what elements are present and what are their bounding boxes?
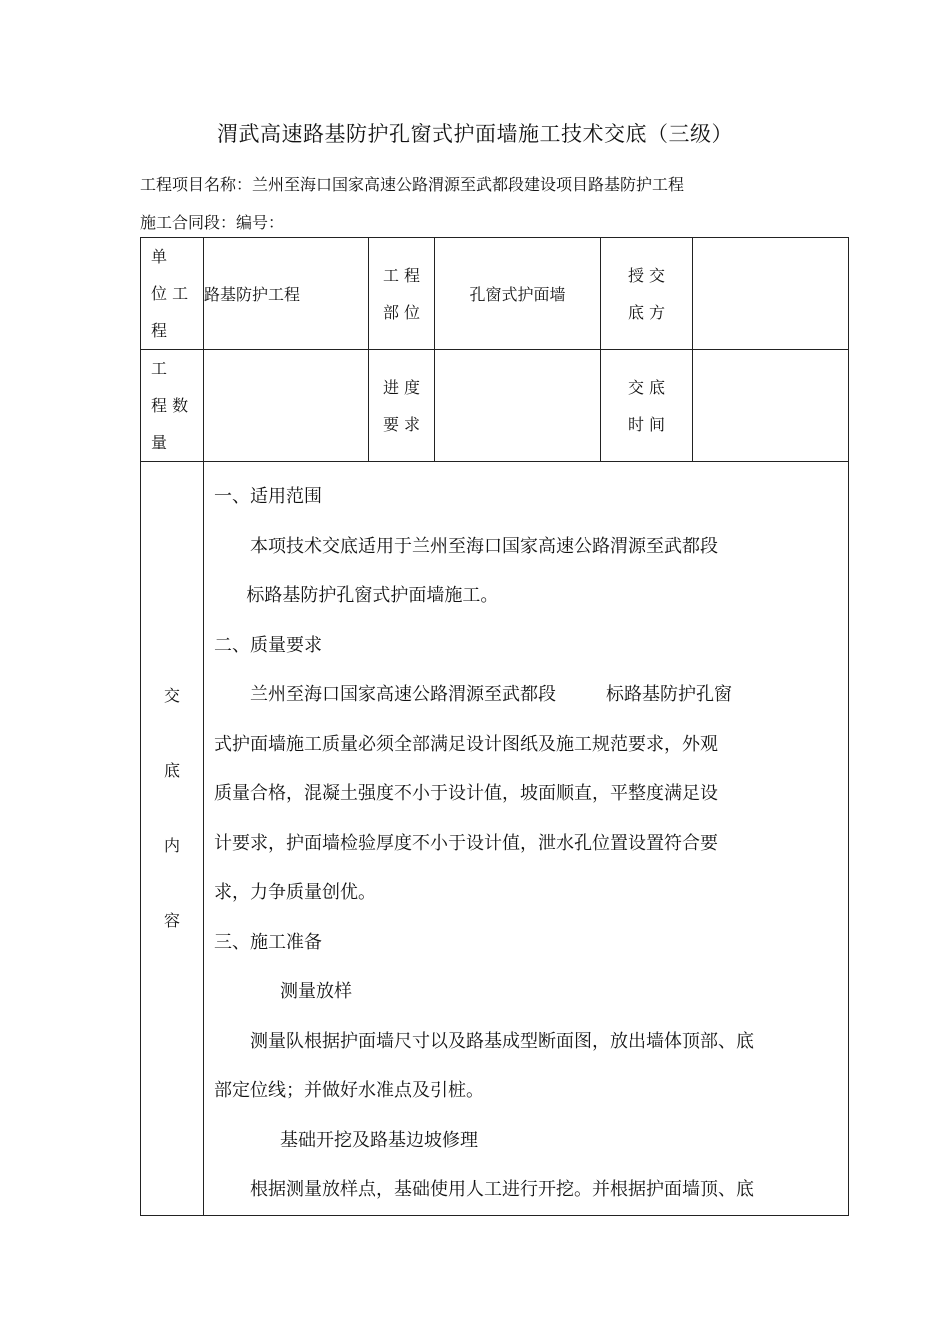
unit-project-value: 路基防护工程: [204, 238, 369, 350]
table-row: [141, 238, 849, 350]
unit-project-label: 单 位 工 程: [141, 238, 204, 350]
paragraph: 部定位线；并做好水准点及引桩。: [214, 1080, 484, 1101]
disclosure-content: [204, 462, 849, 1216]
section-heading: 二、质量要求: [214, 634, 322, 656]
paragraph: 式护面墙施工质量必须全部满足设计图纸及施工规范要求，外观: [214, 733, 718, 755]
section-heading: 三、施工准备: [214, 931, 322, 953]
paragraph: 根据测量放样点，基础使用人工进行开挖。并根据护面墙顶、底: [250, 1179, 754, 1200]
table-row: [141, 350, 849, 462]
paragraph: 兰州至海口国家高速公路渭源至武都段 标路基防护孔窗: [250, 684, 732, 705]
progress-requirement-label: 进 度 要 求: [369, 350, 435, 462]
subsection-heading: 测量放样: [280, 981, 352, 1002]
paragraph: 质量合格，混凝土强度不小于设计值，坡面顺直，平整度满足设: [214, 783, 718, 804]
disclosure-time-value: [693, 350, 849, 462]
project-quantity-label: 工 程 数 量: [141, 350, 204, 462]
paragraph: 求，力争质量创优。: [214, 882, 376, 903]
paragraph: 测量队根据护面墙尺寸以及路基成型断面图，放出墙体顶部、底: [250, 1030, 754, 1052]
paragraph: 本项技术交底适用于兰州至海口国家高速公路渭源至武都段: [250, 535, 718, 557]
paragraph: 标路基防护孔窗式护面墙施工。: [246, 585, 499, 606]
document-title: 渭武高速路基防护孔窗式护面墙施工技术交底（三级）: [217, 122, 733, 146]
project-part-label: 工 程 部 位: [369, 238, 435, 350]
disclosure-time-label: 交 底 时 间: [601, 350, 693, 462]
progress-requirement-value: [435, 350, 601, 462]
disclosure-content-label: 交 底 内 容: [141, 462, 204, 1216]
section-heading: 一、适用范围: [214, 486, 322, 507]
disclosure-table: [140, 237, 849, 1216]
project-name-line: 工程项目名称：兰州至海口国家高速公路渭源至武都段建设项目路基防护工程: [140, 175, 685, 194]
project-part-value: 孔窗式护面墙: [435, 238, 601, 350]
project-quantity-value: [204, 350, 369, 462]
paragraph: 计要求，护面墙检验厚度不小于设计值，泄水孔位置设置符合要: [214, 832, 718, 854]
contract-section-line: 施工合同段：编号：: [140, 213, 285, 232]
subsection-heading: 基础开挖及路基边坡修理: [280, 1129, 478, 1151]
disclosure-giver-label: 授 交 底 方: [601, 238, 693, 350]
disclosure-giver-value: [693, 238, 849, 350]
table-row: [141, 462, 849, 1216]
